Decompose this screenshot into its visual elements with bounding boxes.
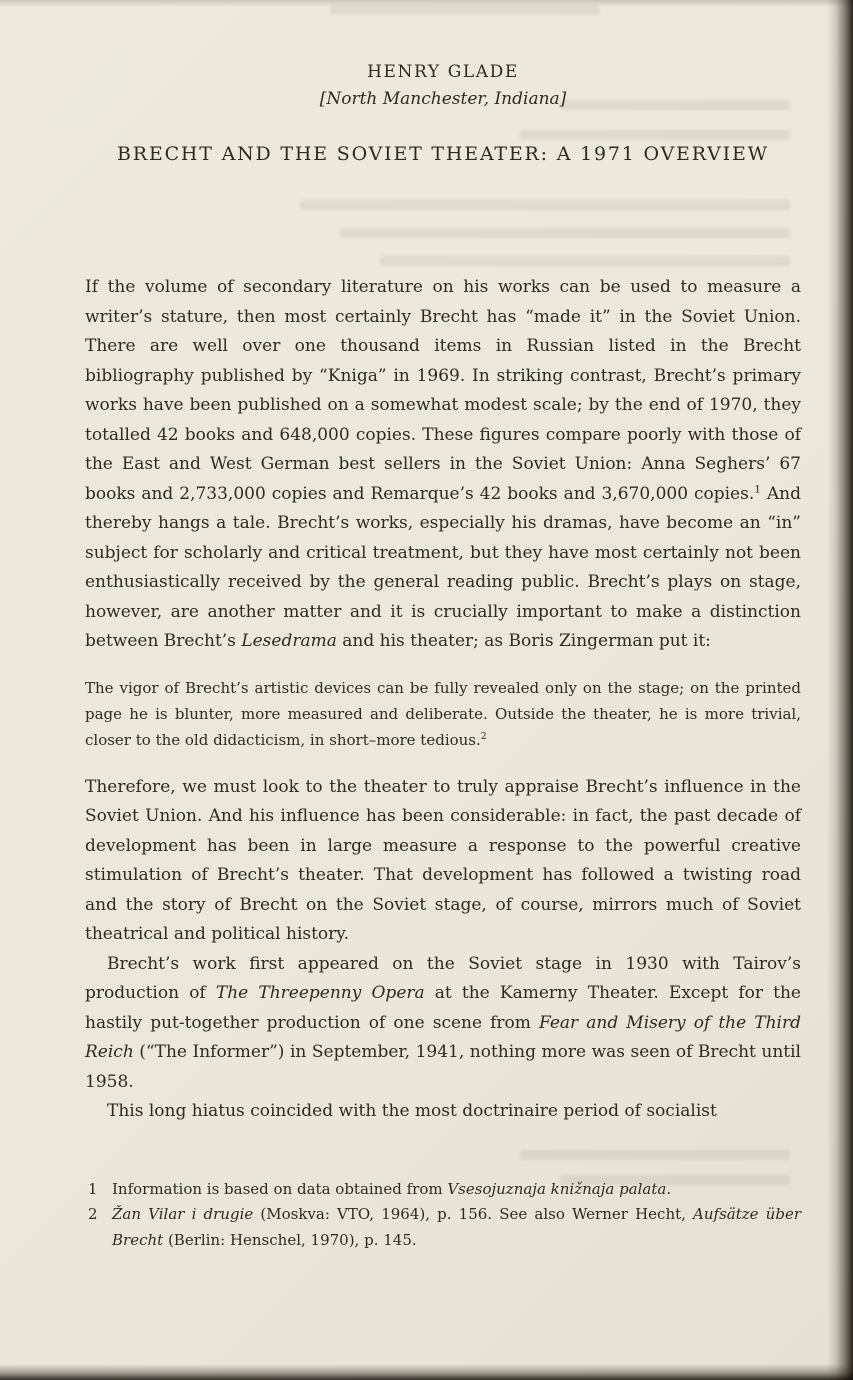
footnote-text: Information is based on data obtained from Vsesojuznaja knižnaja palata. xyxy=(112,1179,672,1198)
scan-edge-shadow-right xyxy=(827,0,853,1380)
author-affiliation: [North Manchester, Indiana] xyxy=(319,89,567,109)
footnote-2 xyxy=(85,1202,801,1253)
footnotes-section xyxy=(85,1177,801,1254)
paragraph-3: Brecht’s work first appeared on the Soviet stage in 1930 with Tairov’s production of The Threepenny Opera at the Kamerny Theater. Except for the hastily put-together production of one scene from Fear and Misery of the Third Reich (“The Informer”) in September, 1941, nothing more was seen of Brecht until 1958. xyxy=(85,953,801,1092)
footnote-number: 1 xyxy=(88,1179,98,1198)
paragraph-4: This long hiatus coincided with the most doctrinaire period of socialist xyxy=(107,1101,717,1121)
paragraph-1: If the volume of secondary literature on his works can be used to measure a writer’s stature, then most certainly Brecht has “made it” in the Soviet Union. There are well over one thousand items in Russian listed in the Brecht bibliography published by “Kniga” in 1969. In striking contrast, Brecht’s primary works have been published on a somewhat modest scale; by the end of 1970, they totalled 42 books and 648,000 copies. These figures compare poorly with those of the East and West German best sellers in the Soviet Union: Anna Seghers’ 67 books and 2,733,000 copies and Remarque’s 42 books and 3,670,000 copies.$^1$ And thereby hangs a tale. Brecht’s works, especially his dramas, have become an “in” subject for scholarly and critical treatment, but they have most certainly not been enthusiastically received by the general reading public. Brecht’s plays on stage, however, are another matter and it is crucially important to make a distinction between Brecht’s Lesedrama and his theater; as Boris Zingerman put it: xyxy=(85,277,801,651)
footnote-1 xyxy=(85,1177,801,1203)
block-quote: The vigor of Brecht’s artistic devices can be fully revealed only on the stage; on the printed page he is blunter, more measured and deliberate. Outside the theater, he is more trivial, closer to the old didacticism, in short–more tedious.$^2$ xyxy=(85,678,801,749)
page-content xyxy=(85,0,801,1253)
paragraph-2: Therefore, we must look to the theater to truly appraise Brecht’s influence in the Soviet Union. And his influence has been considerable: in fact, the past decade of development has been in large measure a response to the powerful creative stimulation of Brecht’s theater. That development has followed a twisting road and the story of Brecht on the Soviet stage, of course, mirrors much of Soviet theatrical and political history. xyxy=(85,776,801,944)
scan-edge-shadow-bottom xyxy=(0,1364,853,1380)
footnote-number: 2 xyxy=(88,1205,98,1223)
author-name: HENRY GLADE xyxy=(367,62,519,82)
scan-edge-shadow-top xyxy=(0,0,853,7)
footnote-text: Žan Vilar i drugie (Moskva: VTO, 1964), p. 156. See also Werner Hecht, Aufsätze über Brecht (Berlin: Henschel, 1970), p. 145. xyxy=(112,1205,801,1249)
article-title: BRECHT AND THE SOVIET THEATER: A 1971 OVERVIEW xyxy=(117,143,769,165)
